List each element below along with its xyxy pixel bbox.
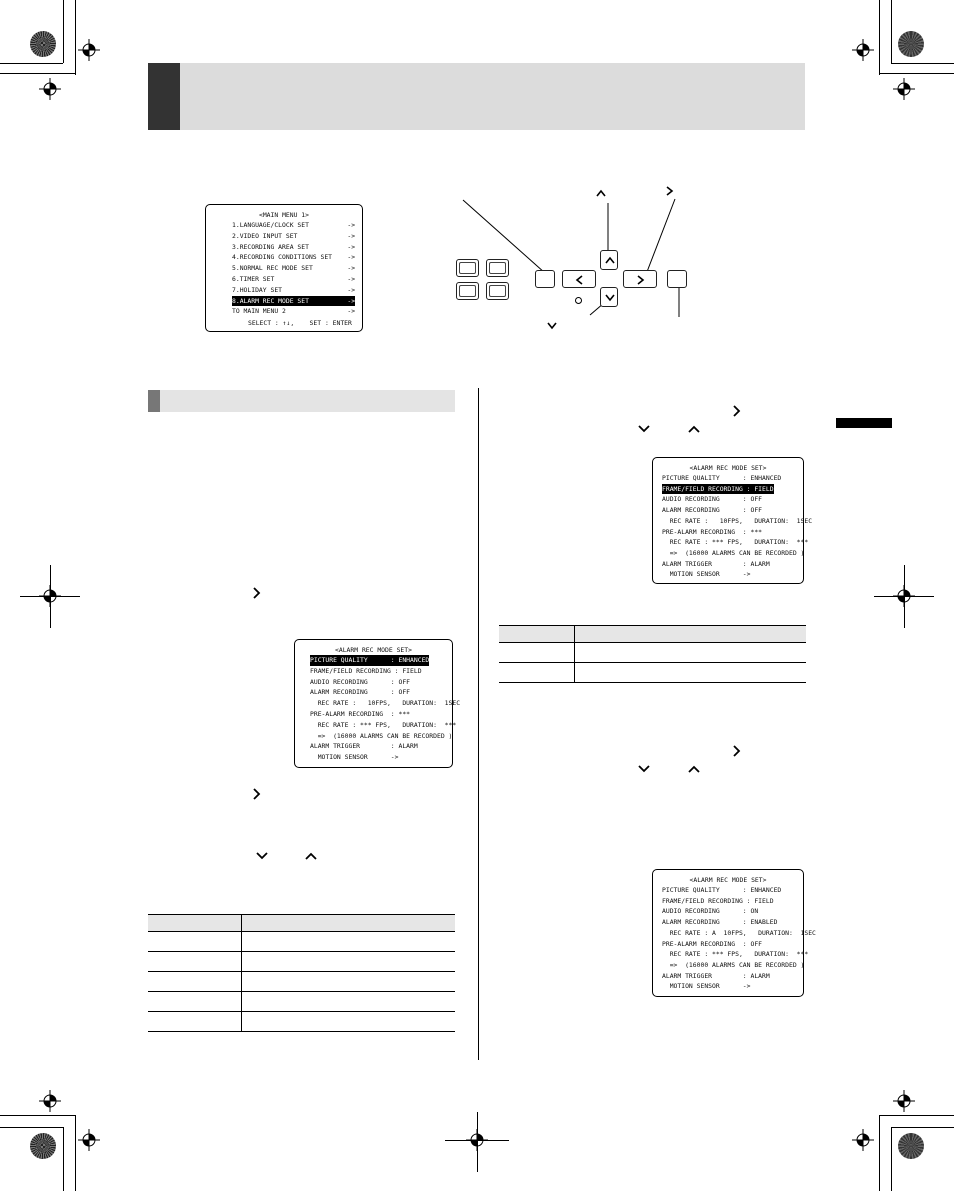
menu-item: 3.RECORDING AREA SET -> (232, 242, 356, 251)
menu-item: 1.LANGUAGE/CLOCK SET -> (232, 221, 356, 229)
chevron-right-icon (666, 186, 674, 196)
menu-item: MOTION SENSOR -> (310, 753, 399, 762)
menu-item: AUDIO RECORDING : ON (662, 907, 759, 916)
chevron-right-icon (624, 271, 658, 289)
chapter-banner-tab (148, 63, 180, 130)
section-header-bar (148, 390, 455, 412)
chevron-up-icon (305, 852, 317, 860)
screen-title: <ALARM REC MODE SET> (689, 876, 767, 884)
menu-item: PICTURE QUALITY : ENHANCED (662, 886, 782, 894)
menu-item: 2.VIDEO INPUT SET -> (232, 231, 356, 240)
menu-item: ALARM TRIGGER : ALARM (662, 559, 770, 568)
menu-item: REC RATE : *** FPS, DURATION: *** (662, 950, 809, 959)
chevron-down-icon (256, 852, 268, 860)
menu-item: ALARM TRIGGER : ALARM (310, 742, 418, 751)
menu-item: => (16000 ALARMS CAN BE RECORDED ) (662, 960, 805, 969)
menu-item: 8.ALARM REC MODE SET -> (232, 296, 356, 305)
menu-item: 6.TIMER SET -> (232, 275, 356, 283)
menu-item: ALARM RECORDING : OFF (662, 506, 763, 515)
menu-item: => (16000 ALARMS CAN BE RECORDED ) (662, 548, 805, 557)
alarm-rec-mode-screen-1 (294, 639, 461, 768)
screen-title: <ALARM REC MODE SET> (689, 464, 767, 472)
menu-item: PRE-ALARM RECORDING : *** (310, 710, 411, 718)
down-arrow-button[interactable] (600, 287, 618, 307)
panel-button[interactable] (456, 259, 479, 277)
chapter-banner (148, 63, 805, 130)
chevron-up-icon (596, 189, 606, 197)
menu-item: => (16000 ALARMS CAN BE RECORDED ) (310, 731, 453, 740)
registration-mark-icon (852, 39, 874, 61)
settings-table-right (499, 625, 806, 683)
menu-item: ALARM RECORDING : ENABLED (662, 918, 778, 927)
menu-item: PICTURE QUALITY : ENHANCED (662, 474, 782, 482)
panel-button[interactable] (486, 259, 509, 277)
menu-item: REC RATE : *** FPS, DURATION: *** (310, 720, 457, 729)
chevron-down-icon (601, 288, 619, 308)
registration-mark-icon (78, 1129, 100, 1151)
menu-item: PRE-ALARM RECORDING : *** (662, 527, 763, 536)
menu-item: REC RATE : A 10FPS, DURATION: 1SEC (662, 928, 816, 937)
registration-mark-icon (893, 1090, 915, 1112)
menu-item: AUDIO RECORDING : OFF (662, 495, 763, 504)
menu-item: PRE-ALARM RECORDING : OFF (662, 939, 763, 948)
chevron-right-icon (733, 405, 741, 417)
table-row (148, 932, 455, 952)
color-rosette-icon (898, 1133, 924, 1159)
menu-item: MOTION SENSOR -> (662, 570, 751, 579)
registration-mark-icon (852, 1129, 874, 1151)
menu-item: REC RATE : *** FPS, DURATION: *** (662, 538, 809, 547)
menu-item: AUDIO RECORDING : OFF (310, 677, 411, 686)
screen-title: <ALARM REC MODE SET> (335, 646, 412, 654)
chevron-left-icon (563, 271, 597, 289)
registration-mark-icon (78, 39, 100, 61)
side-index-tab (836, 418, 892, 428)
right-arrow-button[interactable] (623, 270, 657, 288)
chevron-right-icon (733, 745, 741, 757)
menu-item: 5.NORMAL REC MODE SET -> (232, 264, 356, 273)
table-row (148, 952, 455, 972)
table-header-row (499, 626, 806, 643)
left-arrow-button[interactable] (562, 270, 596, 288)
menu-item: TO MAIN MENU 2 -> (232, 307, 356, 316)
chevron-down-icon (547, 322, 557, 330)
menu-item: REC RATE : 10FPS, DURATION: 1SEC (310, 699, 461, 708)
panel-button[interactable] (486, 282, 509, 300)
menu-item: FRAME/FIELD RECORDING : FIELD (662, 896, 774, 905)
panel-button[interactable] (456, 282, 479, 300)
chevron-up-icon (601, 251, 619, 271)
table-row (499, 643, 806, 663)
menu-item: FRAME/FIELD RECORDING : FIELD (310, 666, 422, 675)
chevron-up-icon (688, 425, 700, 433)
menu-item: MOTION SENSOR -> (662, 982, 751, 991)
registration-mark-icon (39, 1090, 61, 1112)
screen-footer: SELECT : ↑↓, SET : ENTER (248, 319, 352, 327)
table-row (148, 992, 455, 1012)
menu-button[interactable] (535, 270, 555, 288)
table-row (499, 663, 806, 683)
table-row (148, 972, 455, 992)
menu-item: ALARM RECORDING : OFF (310, 688, 411, 697)
registration-mark-icon (893, 78, 915, 100)
menu-item: FRAME/FIELD RECORDING : FIELD (662, 484, 774, 493)
chevron-down-icon (638, 425, 650, 433)
indicator-dot (575, 297, 582, 304)
alarm-rec-mode-screen-3 (652, 869, 816, 997)
callout-lines (455, 185, 695, 325)
screen-title: <MAIN MENU 1> (258, 211, 310, 219)
color-rosette-icon (30, 1133, 56, 1159)
color-rosette-icon (30, 31, 56, 57)
settings-table-left (148, 914, 455, 1032)
menu-item: PICTURE QUALITY : ENHANCED (310, 656, 430, 664)
table-row (148, 1012, 455, 1032)
chevron-down-icon (638, 765, 650, 773)
section-header-marker (148, 390, 160, 412)
alarm-rec-mode-screen-2 (652, 457, 813, 584)
chevron-up-icon (688, 765, 700, 773)
menu-item: REC RATE : 10FPS, DURATION: 1SEC (662, 516, 813, 525)
chevron-right-icon (253, 788, 261, 800)
color-rosette-icon (898, 31, 924, 57)
table-header-row (148, 915, 455, 932)
column-divider (478, 388, 479, 1060)
menu-item: ALARM TRIGGER : ALARM (662, 971, 770, 980)
registration-mark-icon (39, 78, 61, 100)
enter-button[interactable] (667, 270, 687, 288)
menu-item: 7.HOLIDAY SET -> (232, 285, 356, 294)
main-menu-1-screen (205, 204, 363, 332)
menu-item: 4.RECORDING CONDITIONS SET -> (232, 253, 356, 262)
chevron-right-icon (253, 587, 261, 599)
up-arrow-button[interactable] (600, 250, 618, 270)
